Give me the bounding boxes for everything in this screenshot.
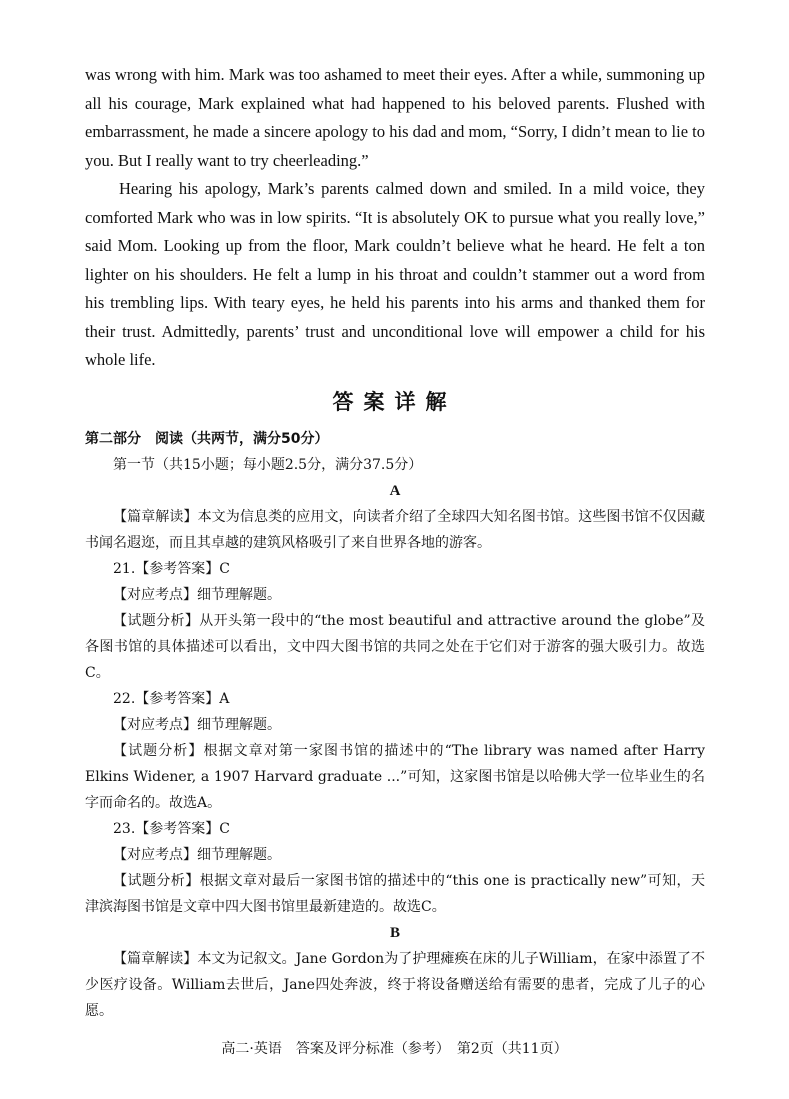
part-a-summary: 【篇章解读】本文为信息类的应用文，向读者介绍了全球四大知名图书馆。这些图书馆不仅因藏书闻名遐迩，而且其卓越的建筑风格吸引了来自世界各地的游客。 bbox=[85, 509, 705, 551]
q22-point: 【对应考点】细节理解题。 bbox=[113, 717, 281, 733]
part-b-summary: 【篇章解读】本文为记叙文。Jane Gordon为了护理瘫痪在床的儿子William，在家中添置了不少医疗设备。William去世后，Jane四处奔波，终于将设备赠送给有需要的患者，完成了儿子的心愿。 bbox=[85, 951, 705, 1019]
q21-answer: 21.【参考答案】C bbox=[113, 561, 230, 577]
answers-title: 答案详解 bbox=[332, 390, 457, 414]
part-a-label: A bbox=[389, 483, 401, 499]
q22-answer: 22.【参考答案】A bbox=[113, 691, 230, 707]
q22-analysis: 【试题分析】根据文章对第一家图书馆的描述中的“The library was named after Harry Elkins Widener, a 1907 Harvard graduate ...”可知，这家图书馆是以哈佛大学一位毕业生的名字而命名的。故选A。 bbox=[85, 743, 705, 811]
q23-point: 【对应考点】细节理解题。 bbox=[113, 847, 281, 863]
q21-point: 【对应考点】细节理解题。 bbox=[113, 587, 281, 603]
story-paragraph-1: was wrong with him. Mark was too ashamed to meet their eyes. After a while, summoning up all his courage, Mark explained what had happened to his beloved parents. Flushed with embarrassment, he made a sincere apology to his dad and mom, “Sorry, I didn’t mean to lie to you. But I really want to try cheerleading.” bbox=[85, 65, 705, 170]
section-heading: 第二部分 阅读（共两节，满分50分） bbox=[85, 431, 329, 447]
story-text bbox=[85, 61, 705, 375]
q23-answer: 23.【参考答案】C bbox=[113, 821, 230, 837]
q23-analysis: 【试题分析】根据文章对最后一家图书馆的描述中的“this one is practically new”可知，天津滨海图书馆是文章中四大图书馆里最新建造的。故选C。 bbox=[85, 873, 705, 915]
answers-section bbox=[85, 426, 705, 1024]
part-b-label: B bbox=[389, 925, 400, 941]
q21-analysis: 【试题分析】从开头第一段中的“the most beautiful and attractive around the globe”及各图书馆的具体描述可以看出，文中四大图书馆的共同之处在于它们对于游客的强大吸引力。故选C。 bbox=[85, 613, 705, 681]
subsection-heading: 第一节（共15小题；每小题2.5分，满分37.5分） bbox=[113, 457, 423, 473]
story-paragraph-2: Hearing his apology, Mark’s parents calmed down and smiled. In a mild voice, they comforted Mark who was in low spirits. “It is absolutely OK to pursue what you really love,” said Mom. Looking up from the floor, Mark couldn’t believe what he heard. He felt a ton lighter on his shoulders. He felt a lump in his throat and couldn’t stammer out a word from his trembling lips. With teary eyes, he held his parents into his arms and thanked them for their trust. Admittedly, parents’ trust and unconditional love will empower a child for his whole life. bbox=[85, 179, 705, 369]
page-footer: 高二·英语 答案及评分标准（参考） 第2页（共11页） bbox=[221, 1041, 568, 1057]
